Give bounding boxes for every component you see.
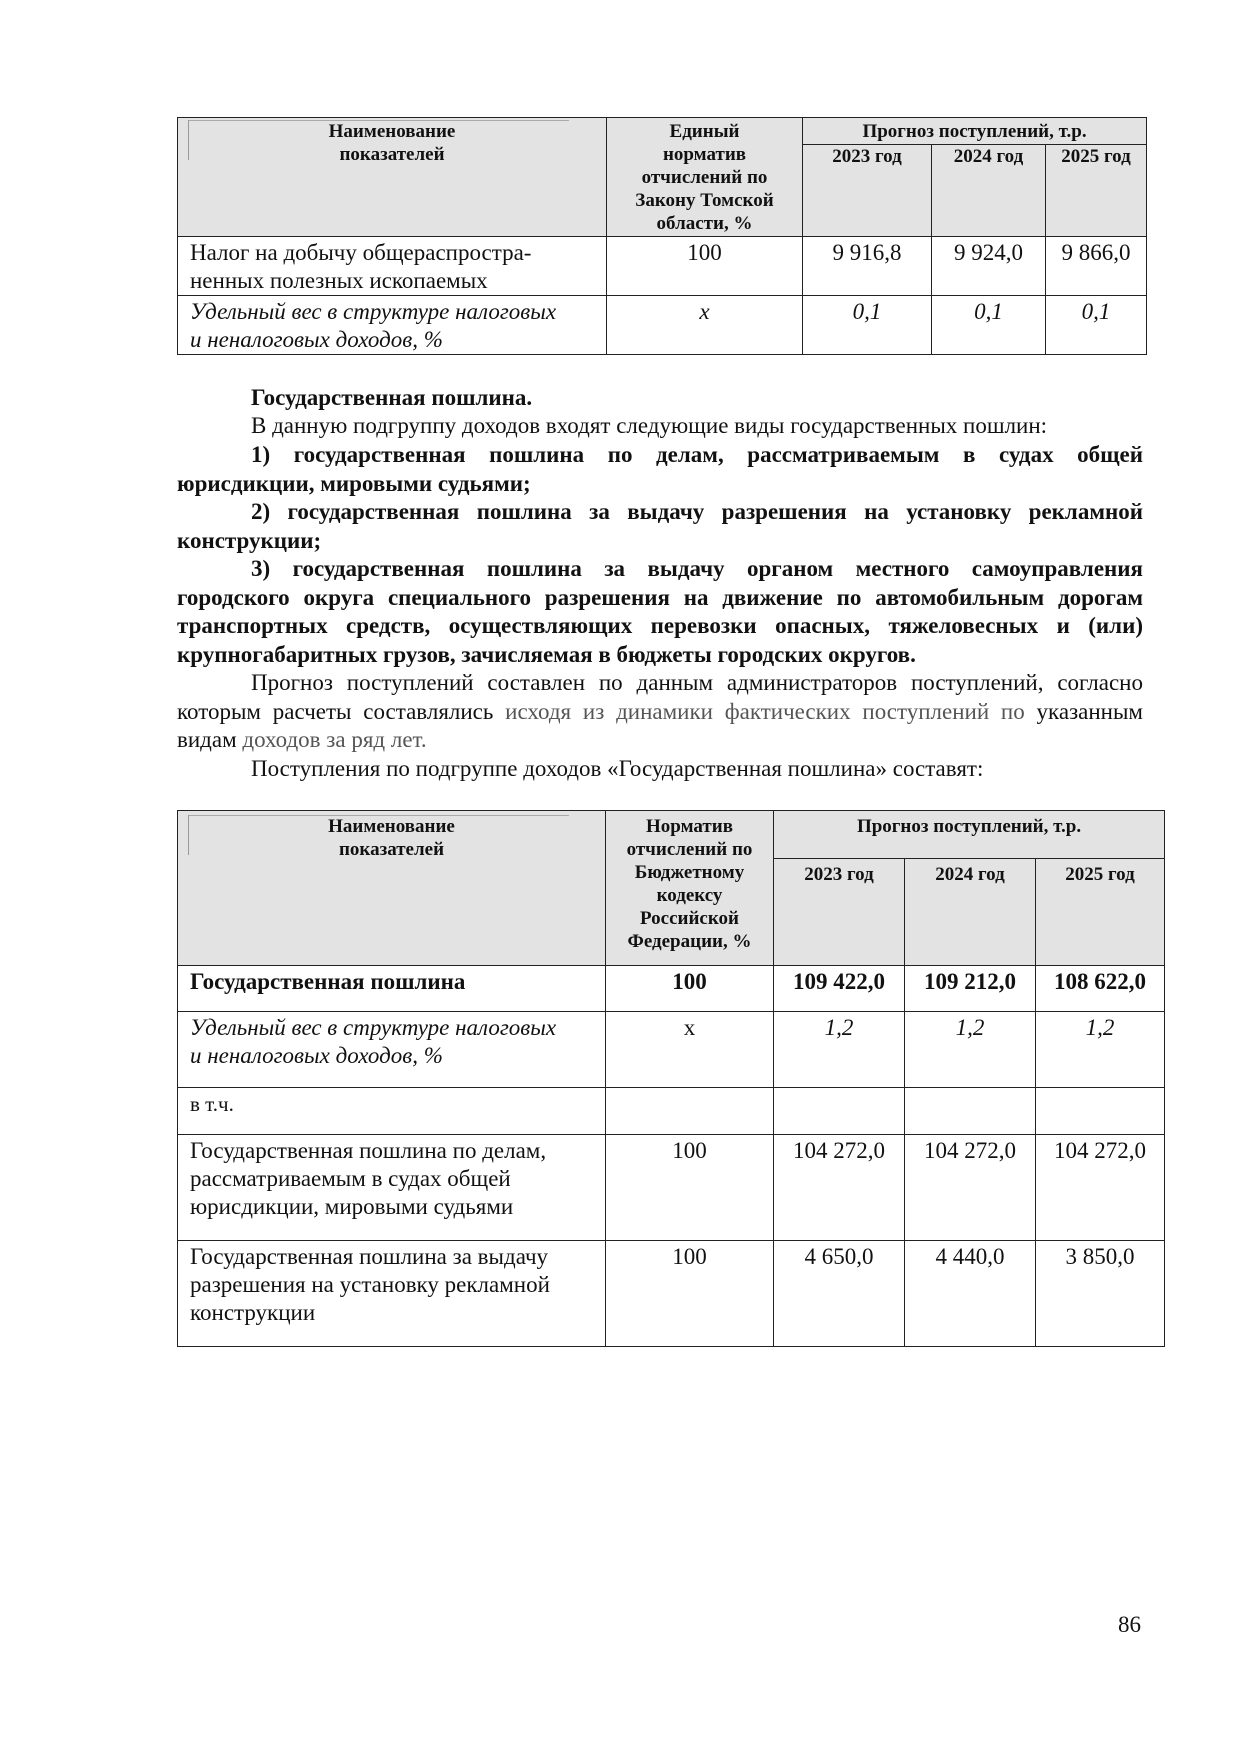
value-2023: 0,1	[803, 296, 932, 355]
value-2025	[1036, 1088, 1165, 1135]
value-2024: 109 212,0	[905, 966, 1036, 1012]
header-norm: Единый норматив отчислений по Закону Томской области, %	[607, 118, 803, 237]
row-norm: х	[607, 296, 803, 355]
table-row	[178, 1088, 1165, 1135]
table-mineral-tax	[177, 117, 1147, 355]
list-item: 2) государственная пошлина за выдачу разрешения на установку рекламной конструкции;	[177, 499, 1143, 553]
value-2025: 0,1	[1046, 296, 1147, 355]
value-2025: 104 272,0	[1036, 1135, 1165, 1241]
list-item: 3) государственная пошлина за выдачу органом местного самоуправления городского округа специального разрешения на движение по автомобильным дорогам транспортных средств, осуществляющих перевозки опасных, тяжеловесных и (или) крупногабаритных грузов, зачисляемая в бюджеты городских округов.	[177, 556, 1143, 667]
row-norm: 100	[606, 966, 774, 1012]
header-year-2023: 2023 год	[803, 145, 932, 237]
row-name: Налог на добычу общераспростра- ненных полезных ископаемых	[178, 237, 607, 296]
row-name: Государственная пошлина	[178, 966, 606, 1012]
value-2023: 109 422,0	[774, 966, 905, 1012]
value-2025: 9 866,0	[1046, 237, 1147, 296]
header-indicator-name: Наименование показателей	[178, 118, 607, 237]
value-2024: 0,1	[932, 296, 1046, 355]
list-item: 1) государственная пошлина по делам, рассматриваемым в судах общей юрисдикции, мировыми судьями;	[177, 442, 1143, 496]
row-name: Удельный вес в структуре налоговых и неналоговых доходов, %	[178, 296, 607, 355]
table-row	[178, 296, 1147, 355]
row-norm: х	[606, 1012, 774, 1088]
header-indicator-name: Наименование показателей	[178, 811, 606, 966]
table-state-duty	[177, 810, 1165, 1347]
row-norm	[606, 1088, 774, 1135]
receipts-paragraph: Поступления по подгруппе доходов «Государственная пошлина» составят:	[251, 756, 984, 781]
header-year-2025: 2025 год	[1046, 145, 1147, 237]
row-norm: 100	[606, 1241, 774, 1347]
value-2023: 104 272,0	[774, 1135, 905, 1241]
value-2023: 9 916,8	[803, 237, 932, 296]
header-forecast: Прогноз поступлений, т.р.	[803, 118, 1147, 145]
row-name: Государственная пошлина по делам, рассматриваемым в судах общей юрисдикции, мировыми судьями	[178, 1135, 606, 1241]
intro-paragraph: В данную подгруппу доходов входят следующие виды государственных пошлин:	[251, 413, 1048, 438]
row-name: Удельный вес в структуре налоговых и неналоговых доходов, %	[178, 1012, 606, 1088]
header-year-2024: 2024 год	[932, 145, 1046, 237]
value-2024	[905, 1088, 1036, 1135]
table-row	[178, 966, 1165, 1012]
table-row	[178, 1012, 1165, 1088]
table-row	[178, 237, 1147, 296]
value-2023: 1,2	[774, 1012, 905, 1088]
value-2024: 9 924,0	[932, 237, 1046, 296]
section-heading: Государственная пошлина.	[251, 385, 533, 410]
value-2025: 108 622,0	[1036, 966, 1165, 1012]
value-2025: 3 850,0	[1036, 1241, 1165, 1347]
header-norm: Норматив отчислений по Бюджетному кодексу Российской Федерации, %	[606, 811, 774, 966]
row-name: Государственная пошлина за выдачу разрешения на установку рекламной конструкции	[178, 1241, 606, 1347]
value-2025: 1,2	[1036, 1012, 1165, 1088]
value-2024: 1,2	[905, 1012, 1036, 1088]
table-row	[178, 1241, 1165, 1347]
row-name: в т.ч.	[178, 1088, 606, 1135]
forecast-paragraph: Прогноз поступлений составлен по данным администраторов поступлений, согласно которым расчеты составлялись исходя из динамики фактических поступлений по указанным видам доходов за ряд лет.	[177, 670, 1143, 752]
header-year-2024: 2024 год	[905, 859, 1036, 966]
row-norm: 100	[606, 1135, 774, 1241]
value-2024: 104 272,0	[905, 1135, 1036, 1241]
table-row	[178, 1135, 1165, 1241]
header-forecast: Прогноз поступлений, т.р.	[774, 811, 1165, 859]
row-norm: 100	[607, 237, 803, 296]
page-number: 86	[1118, 1612, 1141, 1637]
value-2024: 4 440,0	[905, 1241, 1036, 1347]
header-year-2023: 2023 год	[774, 859, 905, 966]
header-year-2025: 2025 год	[1036, 859, 1165, 966]
value-2023	[774, 1088, 905, 1135]
value-2023: 4 650,0	[774, 1241, 905, 1347]
